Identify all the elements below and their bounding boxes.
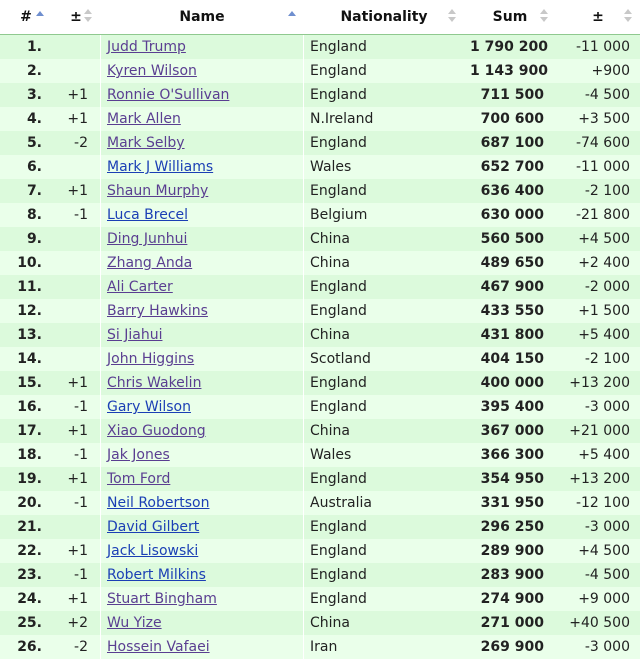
nationality-cell: England xyxy=(304,59,464,83)
rank-cell: 22. xyxy=(0,539,52,563)
name-cell xyxy=(100,467,304,491)
player-link[interactable]: Neil Robertson xyxy=(107,495,210,511)
player-link[interactable]: David Gilbert xyxy=(107,519,200,535)
sum-cell: 331 950 xyxy=(464,491,556,515)
name-cell xyxy=(100,515,304,539)
name-cell xyxy=(100,59,304,83)
sum-cell: 711 500 xyxy=(464,83,556,107)
diff-cell: -11 000 xyxy=(556,155,640,179)
table-row xyxy=(0,635,640,659)
table-row xyxy=(0,347,640,371)
diff-cell: -74 600 xyxy=(556,131,640,155)
sum-cell: 289 900 xyxy=(464,539,556,563)
rank-change-cell: +2 xyxy=(52,611,100,635)
diff-cell: +5 400 xyxy=(556,443,640,467)
table-row xyxy=(0,203,640,227)
rank-header-label: # xyxy=(20,9,32,25)
nationality-cell: Iran xyxy=(304,635,464,659)
nationality-cell: China xyxy=(304,323,464,347)
player-link[interactable]: Jak Jones xyxy=(107,447,170,463)
table-row xyxy=(0,563,640,587)
rank-cell: 2. xyxy=(0,59,52,83)
diff-cell: -3 000 xyxy=(556,635,640,659)
player-link[interactable]: Judd Trump xyxy=(107,39,186,55)
player-link[interactable]: Ding Junhui xyxy=(107,231,188,247)
nationality-cell: England xyxy=(304,371,464,395)
sort-icon[interactable] xyxy=(36,9,44,25)
rank-change-cell: -1 xyxy=(52,395,100,419)
diff-cell: -3 000 xyxy=(556,515,640,539)
rank-cell: 21. xyxy=(0,515,52,539)
table-body xyxy=(0,35,640,659)
diff-cell: -2 000 xyxy=(556,275,640,299)
table-row xyxy=(0,107,640,131)
diff-cell: +13 200 xyxy=(556,371,640,395)
rank-change-cell xyxy=(52,59,100,83)
rank-change-cell: +1 xyxy=(52,107,100,131)
rank-cell: 10. xyxy=(0,251,52,275)
nationality-cell: England xyxy=(304,131,464,155)
rank-cell: 4. xyxy=(0,107,52,131)
rank-cell: 3. xyxy=(0,83,52,107)
table-row xyxy=(0,35,640,59)
diff-cell: +13 200 xyxy=(556,467,640,491)
nationality-cell: England xyxy=(304,563,464,587)
rank-cell: 25. xyxy=(0,611,52,635)
diff-cell: -2 100 xyxy=(556,179,640,203)
sum-cell: 489 650 xyxy=(464,251,556,275)
rank-change-cell xyxy=(52,251,100,275)
table-row xyxy=(0,83,640,107)
table-row xyxy=(0,491,640,515)
name-cell xyxy=(100,251,304,275)
nationality-cell: China xyxy=(304,227,464,251)
name-column-header[interactable] xyxy=(100,0,304,35)
player-link[interactable]: Si Jiahui xyxy=(107,327,163,343)
sum-cell: 400 000 xyxy=(464,371,556,395)
rank-cell: 23. xyxy=(0,563,52,587)
table-row xyxy=(0,611,640,635)
rank-change-cell: +1 xyxy=(52,539,100,563)
name-cell xyxy=(100,203,304,227)
rank-change-cell: -1 xyxy=(52,563,100,587)
change-column-header[interactable] xyxy=(52,0,100,35)
table-row xyxy=(0,419,640,443)
table-row xyxy=(0,299,640,323)
player-link[interactable]: Ali Carter xyxy=(107,279,173,295)
nationality-cell: England xyxy=(304,587,464,611)
nationality-cell: China xyxy=(304,419,464,443)
diff-cell: +40 500 xyxy=(556,611,640,635)
sort-icon[interactable] xyxy=(540,9,548,25)
nationality-cell: England xyxy=(304,179,464,203)
diff-cell: -11 000 xyxy=(556,35,640,59)
rank-cell: 18. xyxy=(0,443,52,467)
table-header-row xyxy=(0,0,640,35)
diff-cell: +2 400 xyxy=(556,251,640,275)
name-cell xyxy=(100,179,304,203)
table-row xyxy=(0,59,640,83)
rank-change-cell xyxy=(52,515,100,539)
rank-cell: 13. xyxy=(0,323,52,347)
table-row xyxy=(0,539,640,563)
nationality-cell: England xyxy=(304,35,464,59)
nationality-cell: England xyxy=(304,539,464,563)
rank-cell: 26. xyxy=(0,635,52,659)
rank-cell: 15. xyxy=(0,371,52,395)
rank-change-cell xyxy=(52,155,100,179)
name-cell xyxy=(100,539,304,563)
nationality-cell: N.Ireland xyxy=(304,107,464,131)
rank-cell: 12. xyxy=(0,299,52,323)
sort-icon[interactable] xyxy=(624,9,632,25)
player-link[interactable]: Kyren Wilson xyxy=(107,63,197,79)
name-cell xyxy=(100,443,304,467)
rank-cell: 8. xyxy=(0,203,52,227)
name-cell xyxy=(100,611,304,635)
nationality-column-header[interactable] xyxy=(304,0,464,35)
sum-cell: 636 400 xyxy=(464,179,556,203)
rank-cell: 1. xyxy=(0,35,52,59)
diff-cell: -21 800 xyxy=(556,203,640,227)
sum-cell: 431 800 xyxy=(464,323,556,347)
diff-cell: -12 100 xyxy=(556,491,640,515)
rank-change-cell: +1 xyxy=(52,467,100,491)
diff-cell: +4 500 xyxy=(556,227,640,251)
name-cell xyxy=(100,227,304,251)
rank-cell: 20. xyxy=(0,491,52,515)
nationality-cell: England xyxy=(304,395,464,419)
player-link[interactable]: Mark Selby xyxy=(107,135,185,151)
table-row xyxy=(0,467,640,491)
diff-cell: -4 500 xyxy=(556,563,640,587)
diff-cell: -4 500 xyxy=(556,83,640,107)
name-cell xyxy=(100,299,304,323)
sort-icon[interactable] xyxy=(448,9,456,25)
sum-cell: 354 950 xyxy=(464,467,556,491)
table-row xyxy=(0,371,640,395)
diff-cell: +900 xyxy=(556,59,640,83)
rank-column-header[interactable] xyxy=(0,0,52,35)
diff-cell: +4 500 xyxy=(556,539,640,563)
sum-cell: 395 400 xyxy=(464,395,556,419)
sum-cell: 630 000 xyxy=(464,203,556,227)
rank-change-cell: +1 xyxy=(52,587,100,611)
name-cell xyxy=(100,131,304,155)
sum-column-header[interactable] xyxy=(464,0,556,35)
rank-cell: 16. xyxy=(0,395,52,419)
name-cell xyxy=(100,35,304,59)
rank-cell: 24. xyxy=(0,587,52,611)
rank-cell: 5. xyxy=(0,131,52,155)
table-row xyxy=(0,275,640,299)
name-cell xyxy=(100,323,304,347)
sum-cell: 271 000 xyxy=(464,611,556,635)
rank-change-cell xyxy=(52,347,100,371)
rank-change-cell: +1 xyxy=(52,419,100,443)
player-link[interactable]: Mark J Williams xyxy=(107,159,214,175)
nationality-cell: China xyxy=(304,251,464,275)
name-cell xyxy=(100,563,304,587)
diff-header-label: ± xyxy=(592,9,604,25)
sum-cell: 1 790 200 xyxy=(464,35,556,59)
rank-change-cell xyxy=(52,299,100,323)
sum-cell: 283 900 xyxy=(464,563,556,587)
rank-cell: 9. xyxy=(0,227,52,251)
diff-cell: +3 500 xyxy=(556,107,640,131)
name-cell xyxy=(100,275,304,299)
rank-cell: 6. xyxy=(0,155,52,179)
rank-cell: 11. xyxy=(0,275,52,299)
rank-change-cell: +1 xyxy=(52,83,100,107)
table-row xyxy=(0,251,640,275)
diff-column-header[interactable] xyxy=(556,0,640,35)
player-link[interactable]: Barry Hawkins xyxy=(107,303,208,319)
diff-cell: +21 000 xyxy=(556,419,640,443)
rank-cell: 7. xyxy=(0,179,52,203)
table-row xyxy=(0,587,640,611)
player-link[interactable]: Mark Allen xyxy=(107,111,181,127)
player-link[interactable]: John Higgins xyxy=(107,351,195,367)
rank-change-cell xyxy=(52,323,100,347)
sum-cell: 652 700 xyxy=(464,155,556,179)
table-row xyxy=(0,227,640,251)
nationality-cell: England xyxy=(304,299,464,323)
nationality-cell: Scotland xyxy=(304,347,464,371)
sort-icon[interactable] xyxy=(84,9,92,25)
name-cell xyxy=(100,371,304,395)
player-link[interactable]: Shaun Murphy xyxy=(107,183,209,199)
name-cell xyxy=(100,155,304,179)
name-cell xyxy=(100,635,304,659)
nationality-cell: Wales xyxy=(304,443,464,467)
name-cell xyxy=(100,587,304,611)
diff-cell: +1 500 xyxy=(556,299,640,323)
sum-cell: 433 550 xyxy=(464,299,556,323)
nationality-header-label: Nationality xyxy=(340,9,428,25)
sum-cell: 467 900 xyxy=(464,275,556,299)
player-link[interactable]: Tom Ford xyxy=(107,471,171,487)
sum-cell: 687 100 xyxy=(464,131,556,155)
player-link[interactable]: Xiao Guodong xyxy=(107,423,206,439)
sum-cell: 296 250 xyxy=(464,515,556,539)
name-cell xyxy=(100,347,304,371)
rank-change-cell: -1 xyxy=(52,203,100,227)
nationality-cell: England xyxy=(304,275,464,299)
diff-cell: -3 000 xyxy=(556,395,640,419)
table-row xyxy=(0,179,640,203)
rank-cell: 17. xyxy=(0,419,52,443)
name-cell xyxy=(100,419,304,443)
name-cell xyxy=(100,107,304,131)
player-link[interactable]: Ronnie O'Sullivan xyxy=(107,87,230,103)
sum-cell: 1 143 900 xyxy=(464,59,556,83)
nationality-cell: Wales xyxy=(304,155,464,179)
name-cell xyxy=(100,83,304,107)
nationality-cell: England xyxy=(304,83,464,107)
rank-cell: 19. xyxy=(0,467,52,491)
sum-cell: 366 300 xyxy=(464,443,556,467)
rank-change-cell: -1 xyxy=(52,443,100,467)
player-link[interactable]: Stuart Bingham xyxy=(107,591,217,607)
nationality-cell: England xyxy=(304,467,464,491)
sort-icon[interactable] xyxy=(288,9,296,25)
table-row xyxy=(0,515,640,539)
sum-cell: 367 000 xyxy=(464,419,556,443)
player-link[interactable]: Robert Milkins xyxy=(107,567,206,583)
diff-cell: -2 100 xyxy=(556,347,640,371)
rank-change-cell: +1 xyxy=(52,371,100,395)
player-link[interactable]: Gary Wilson xyxy=(107,399,191,415)
nationality-cell: England xyxy=(304,515,464,539)
rank-change-cell: -2 xyxy=(52,131,100,155)
sum-cell: 700 600 xyxy=(464,107,556,131)
sum-cell: 560 500 xyxy=(464,227,556,251)
table-row xyxy=(0,131,640,155)
nationality-cell: Australia xyxy=(304,491,464,515)
name-cell xyxy=(100,395,304,419)
rank-change-cell xyxy=(52,35,100,59)
table-row xyxy=(0,443,640,467)
player-link[interactable]: Zhang Anda xyxy=(107,255,193,271)
player-link[interactable]: Jack Lisowski xyxy=(107,543,199,559)
player-link[interactable]: Chris Wakelin xyxy=(107,375,202,391)
rank-change-cell xyxy=(52,227,100,251)
sum-cell: 269 900 xyxy=(464,635,556,659)
table-row xyxy=(0,395,640,419)
name-header-label: Name xyxy=(179,9,225,25)
player-link[interactable]: Wu Yize xyxy=(107,615,162,631)
rank-change-cell xyxy=(52,275,100,299)
sum-header-label: Sum xyxy=(492,9,528,25)
sum-cell: 274 900 xyxy=(464,587,556,611)
player-link[interactable]: Luca Brecel xyxy=(107,207,189,223)
rank-cell: 14. xyxy=(0,347,52,371)
rank-change-cell: -2 xyxy=(52,635,100,659)
name-cell xyxy=(100,491,304,515)
diff-cell: +9 000 xyxy=(556,587,640,611)
rank-change-cell: -1 xyxy=(52,491,100,515)
player-link[interactable]: Hossein Vafaei xyxy=(107,639,210,655)
sum-cell: 404 150 xyxy=(464,347,556,371)
change-header-label: ± xyxy=(70,9,82,25)
nationality-cell: China xyxy=(304,611,464,635)
diff-cell: +5 400 xyxy=(556,323,640,347)
nationality-cell: Belgium xyxy=(304,203,464,227)
rank-change-cell: +1 xyxy=(52,179,100,203)
table-row xyxy=(0,155,640,179)
table-row xyxy=(0,323,640,347)
